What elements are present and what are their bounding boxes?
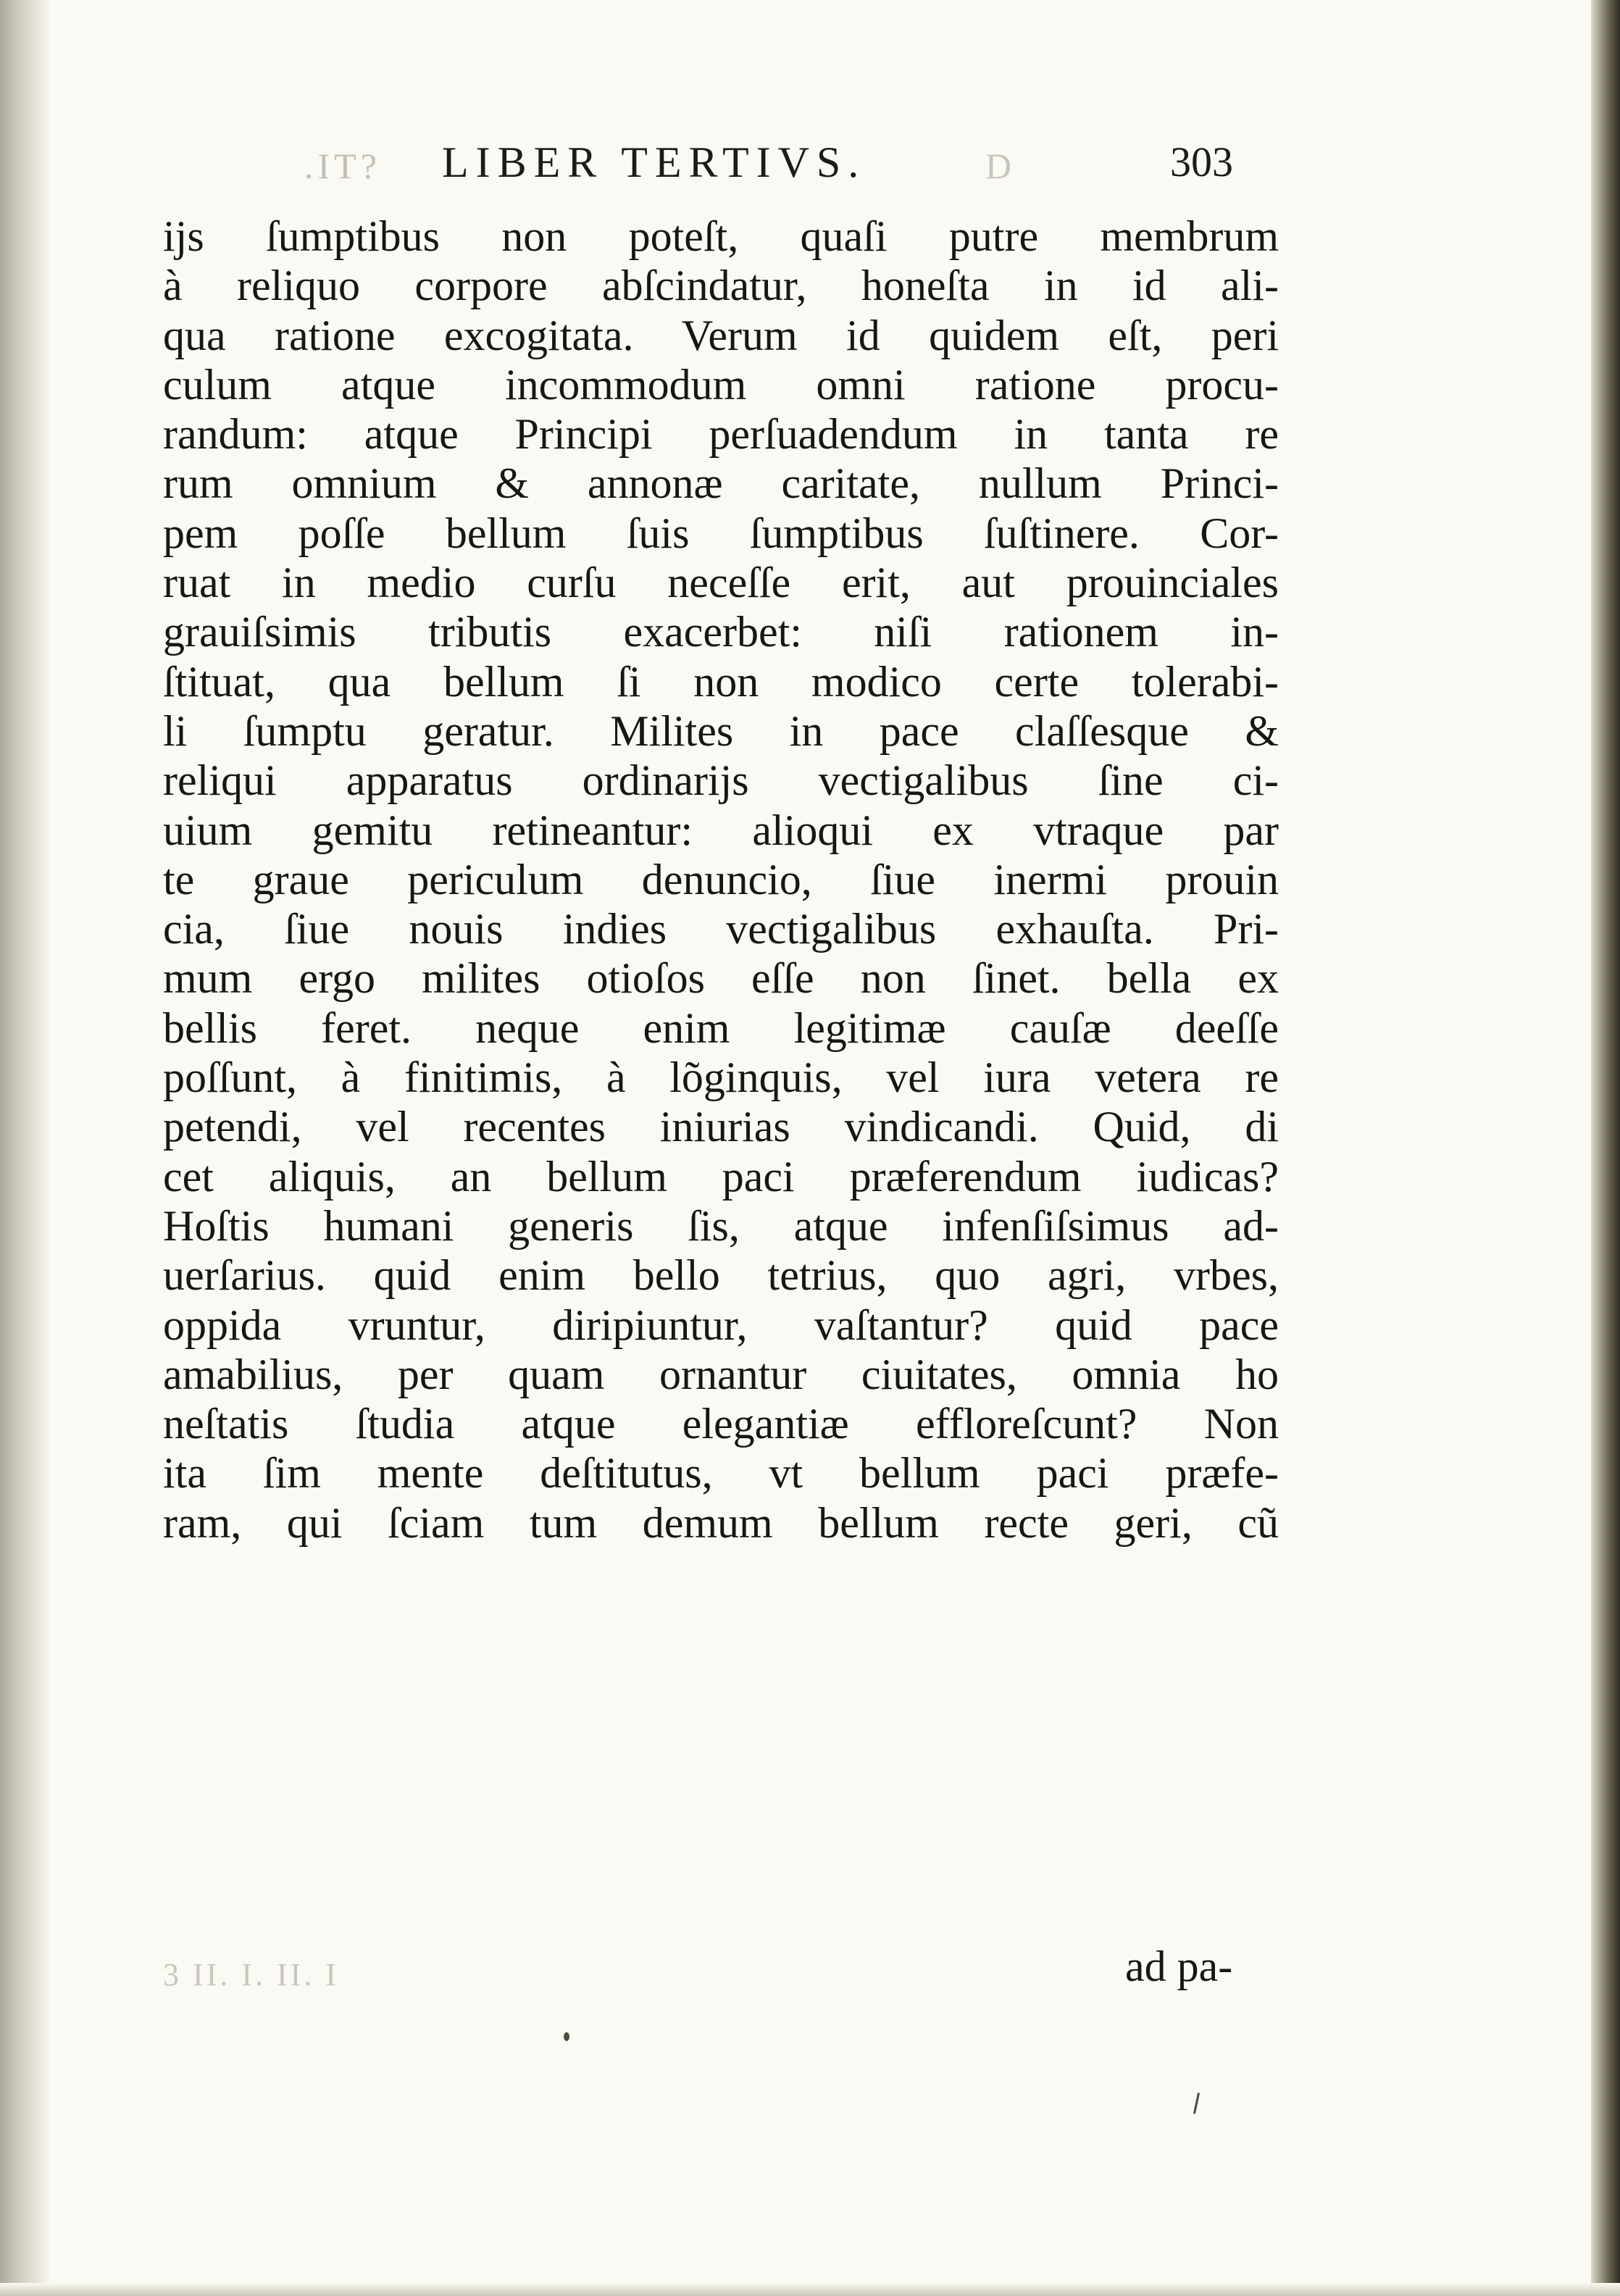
text-line: neſtatis ſtudia atque elegantiæ effloreſcunt? Non [163, 1400, 1279, 1448]
paper-speck [1193, 2092, 1200, 2114]
text-line: oppida vruntur, diripiuntur, vaſtantur? quid pace [163, 1301, 1279, 1349]
text-line: cia, ſiue nouis indies vectigalibus exhauſta. Pri- [163, 905, 1279, 953]
running-head [290, 138, 1261, 196]
text-line: qua ratione excogitata. Verum id quidem eſt, peri [163, 311, 1279, 359]
text-line: à reliquo corpore abſcindatur, honeſta in id ali- [163, 262, 1279, 310]
show-through-text-left: .IT? [304, 146, 381, 186]
text-line: culum atque incommodum omni ratione procu- [163, 360, 1279, 409]
show-through-footer: 3 II. I. II. I [163, 1957, 339, 1992]
show-through-text-right: D [985, 146, 1016, 186]
body-text [163, 212, 1279, 1548]
text-line: ſtituat, qua bellum ſi non modico certe tolerabi- [163, 657, 1279, 706]
text-line: pem poſſe bellum ſuis ſumptibus ſuſtinere. Cor- [163, 509, 1279, 557]
text-line: amabilius, per quam ornantur ciuitates, omnia ho [163, 1350, 1279, 1398]
text-line: ijs ſumptibus non poteſt, quaſi putre membrum [163, 212, 1279, 260]
catchword: ad pa- [1125, 1942, 1233, 1990]
page-number: 303 [1170, 138, 1233, 185]
page-edge-shadow [1591, 0, 1620, 2296]
page-gutter-shadow [0, 0, 49, 2296]
text-line: mum ergo milites otioſos eſſe non ſinet. bella ex [163, 954, 1279, 1003]
text-line: randum: atque Principi perſuadendum in tanta re [163, 410, 1279, 459]
text-line: cet aliquis, an bellum paci præferendum iudicas? [163, 1152, 1279, 1201]
paper-speck [564, 2032, 569, 2041]
text-line: ita ſim mente deſtitutus, vt bellum paci præfe- [163, 1449, 1279, 1498]
text-line: uerſarius. quid enim bello tetrius, quo agri, vrbes, [163, 1251, 1279, 1300]
page-bottom-edge [0, 2283, 1620, 2296]
text-line: poſſunt, à finitimis, à lõginquis, vel iura vetera re [163, 1053, 1279, 1102]
text-line: petendi, vel recentes iniurias vindicandi. Quid, di [163, 1103, 1279, 1151]
text-line: Hoſtis humani generis ſis, atque infenſiſsimus ad- [163, 1201, 1279, 1250]
text-line: ram, qui ſciam tum demum bellum recte geri, cũ [163, 1498, 1279, 1547]
running-title: LIBER TERTIVS. [442, 138, 867, 186]
text-line: grauiſsimis tributis exacerbet: niſi rationem in- [163, 608, 1279, 656]
text-line: reliqui apparatus ordinarijs vectigalibus ſine ci- [163, 756, 1279, 805]
text-line: rum omnium & annonæ caritate, nullum Princi- [163, 459, 1279, 508]
text-line: te graue periculum denuncio, ſiue inermi prouin [163, 855, 1279, 903]
text-line: uium gemitu retineantur: alioqui ex vtraque par [163, 806, 1279, 854]
text-line: ruat in medio curſu neceſſe erit, aut prouinciales [163, 559, 1279, 607]
text-line: li ſumptu geratur. Milites in pace claſſesque & [163, 706, 1279, 755]
text-line: bellis feret. neque enim legitimæ cauſæ deeſſe [163, 1003, 1279, 1052]
